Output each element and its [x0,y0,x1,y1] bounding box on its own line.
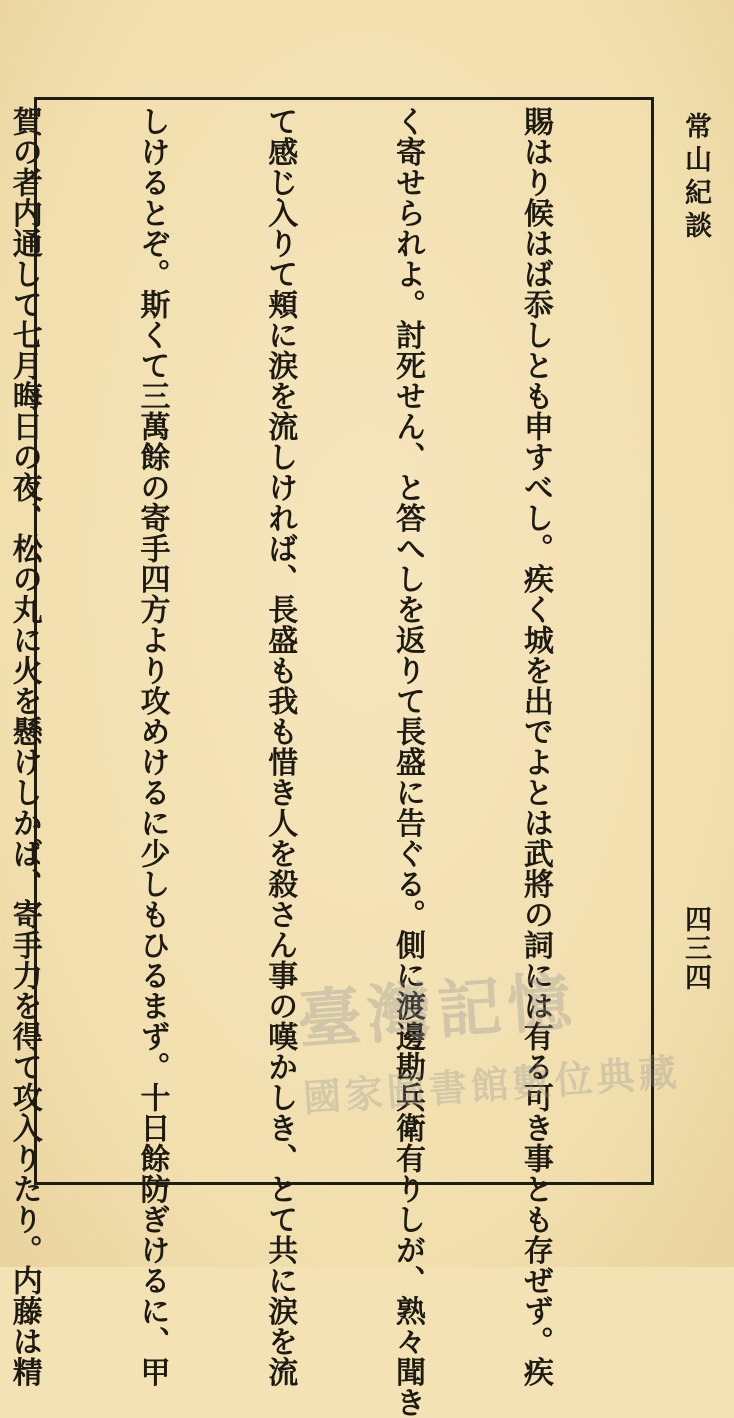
text-column-5: 賀の者内通して七月晦日の夜、松の丸に火を懸けしかば、寄手力を得て攻入りたり。内藤は精 [6,106,42,1387]
text-column-1: 賜はり候はば忝しとも申すべし。疾く城を出でよとは武將の詞には有る可き事とも存ぜず。疾 [517,106,553,1387]
watermark-seal: 臺灣記憶 [295,964,580,1059]
text-column-4: しけるとぞ。斯くて三萬餘の寄手四方より攻めけるに少しもひるまず。十日餘防ぎけるに、甲 [134,106,170,1387]
running-title: 常山紀談 [680,112,711,244]
text-column-3: て感じ入りて頬に涙を流しければ、長盛も我も惜き人を殺さん事の嘆かしき、とて共に涙を流 [262,106,298,1387]
main-text [0,106,641,1418]
watermark-institution: 國家圖書館數位典藏 [301,1049,682,1121]
page-number: 四三四 [680,905,711,992]
text-column-2: く寄せられよ。討死せん、と答へしを返りて長盛に告ぐる。側に渡邊勘兵衛有りしが、熟々聞き [390,106,426,1418]
text-frame [6,97,654,1418]
